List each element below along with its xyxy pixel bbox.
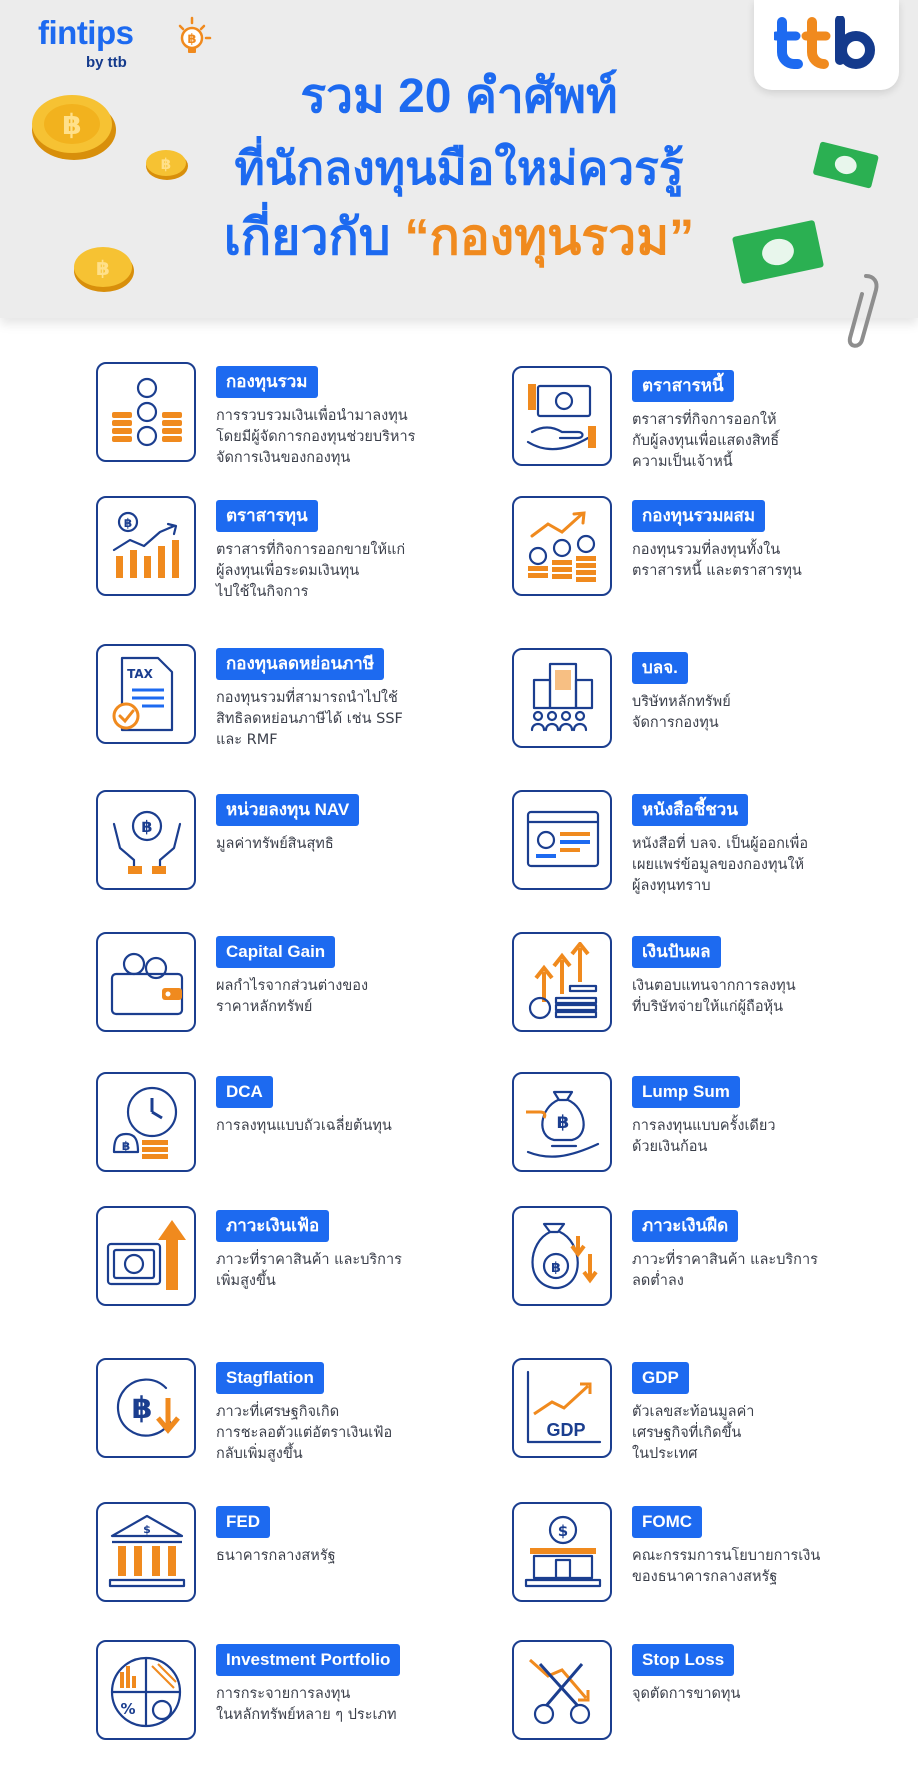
svg-text:฿: ฿ — [121, 1139, 131, 1153]
title-line-1: รวม 20 คำศัพท์ — [300, 70, 618, 123]
svg-text:฿: ฿ — [62, 108, 82, 141]
title-highlight: “กองทุนรวม” — [404, 209, 695, 265]
icon-frame — [512, 1358, 612, 1458]
money-bag-hand-icon — [522, 1082, 604, 1164]
icon-frame — [512, 932, 612, 1032]
term-label: ตราสารทุน — [216, 500, 318, 532]
term-item-mutual-fund — [96, 362, 496, 482]
svg-text:฿: ฿ — [96, 256, 110, 280]
term-description: กองทุนรวมที่ลงทุนทั้งใน ตราสารหนี้ และตราสารทุน — [632, 542, 802, 579]
term-item-lump-sum — [512, 1072, 912, 1192]
term-label: กองทุนรวมผสม — [632, 500, 765, 532]
dividend-arrows-icon — [522, 942, 604, 1024]
icon-frame — [96, 644, 196, 744]
svg-text:%: % — [120, 1700, 136, 1718]
icon-frame — [512, 648, 612, 748]
bank-building-icon — [106, 1512, 188, 1594]
icon-frame — [512, 366, 612, 466]
term-item-stop-loss — [512, 1640, 912, 1760]
term-label: หน่วยลงทุน NAV — [216, 794, 359, 826]
tax-document-icon — [106, 654, 188, 736]
term-item-inflation — [96, 1206, 496, 1326]
wallet-coins-icon — [106, 942, 188, 1024]
header — [0, 0, 918, 318]
term-label: เงินปันผล — [632, 936, 721, 968]
term-description: ธนาคารกลางสหรัฐ — [216, 1548, 336, 1564]
term-label: หนังสือชี้ชวน — [632, 794, 748, 826]
icon-frame — [96, 790, 196, 890]
growth-chart-icon — [106, 506, 188, 588]
svg-text:฿: ฿ — [141, 817, 153, 836]
term-item-deflation — [512, 1206, 912, 1326]
icon-frame — [512, 1072, 612, 1172]
term-description: ผลกำไรจากส่วนต่างของ ราคาหลักทรัพย์ — [216, 978, 369, 1015]
gdp-icon-text: GDP — [546, 1420, 586, 1440]
term-item-capital-gain — [96, 932, 496, 1052]
term-description: ภาวะที่ราคาสินค้า และบริการ ลดต่ำลง — [632, 1252, 818, 1289]
icon-frame — [96, 1206, 196, 1306]
icon-frame — [512, 496, 612, 596]
brand-name: fintips — [38, 14, 134, 51]
term-description: การรวบรวมเงินเพื่อนำมาลงทุน โดยมีผู้จัดการกองทุนช่วยบริหาร จัดการเงินของกองทุน — [216, 408, 416, 466]
bank-coin-icon — [522, 1512, 604, 1594]
term-description: ภาวะที่ราคาสินค้า และบริการ เพิ่มสูงขึ้น — [216, 1252, 402, 1289]
icon-frame — [96, 1072, 196, 1172]
title-line-3-prefix: เกี่ยวกับ — [223, 209, 405, 265]
term-label: FOMC — [632, 1506, 702, 1538]
icon-frame — [96, 1502, 196, 1602]
term-label: Lump Sum — [632, 1076, 740, 1108]
term-item-gdp — [512, 1358, 912, 1478]
term-description: ตราสารที่กิจการออกขายให้แก่ ผู้ลงทุนเพื่อระดมเงินทุน ไปใช้ในกิจการ — [216, 542, 406, 600]
prospectus-icon — [522, 800, 604, 882]
svg-text:฿: ฿ — [187, 32, 197, 47]
icon-frame — [96, 1640, 196, 1740]
icon-frame — [512, 1206, 612, 1306]
term-item-dca — [96, 1072, 496, 1192]
svg-text:฿: ฿ — [556, 1112, 570, 1133]
term-description: เงินตอบแทนจากการลงทุน ที่บริษัทจ่ายให้แก่ผู้ถือหุ้น — [632, 978, 796, 1015]
term-description: การลงทุนแบบครั้งเดียว ด้วยเงินก้อน — [632, 1118, 776, 1155]
title-line-3 — [0, 198, 918, 277]
term-label: GDP — [632, 1362, 689, 1394]
term-item-fomc — [512, 1502, 912, 1622]
icon-frame — [512, 1640, 612, 1740]
term-description: หนังสือที่ บลจ. เป็นผู้ออกเพื่อ เผยแพร่ข้อมูลของกองทุนให้ ผู้ลงทุนทราบ — [632, 836, 809, 894]
term-description: บริษัทหลักทรัพย์ จัดการกองทุน — [632, 694, 731, 731]
svg-text:฿: ฿ — [551, 1260, 561, 1276]
svg-text:฿: ฿ — [123, 516, 133, 530]
term-label: กองทุนลดหย่อนภาษี — [216, 648, 384, 680]
term-item-stagflation — [96, 1358, 496, 1478]
term-description: ตราสารที่กิจการออกให้ กับผู้ลงทุนเพื่อแสดงสิทธิ์ ความเป็นเจ้าหนี้ — [632, 412, 780, 470]
term-label: Investment Portfolio — [216, 1644, 400, 1676]
term-label: กองทุนรวม — [216, 366, 318, 398]
term-item-nav — [96, 790, 496, 910]
term-label: ตราสารหนี้ — [632, 370, 734, 402]
svg-text:฿: ฿ — [131, 1391, 153, 1426]
term-description: การลงทุนแบบถัวเฉลี่ยต้นทุน — [216, 1118, 392, 1134]
term-label: Stagflation — [216, 1362, 324, 1394]
hand-money-icon — [522, 376, 604, 458]
gdp-chart-icon — [522, 1368, 604, 1450]
title-line-2: ที่นักลงทุนมือใหม่ควรรู้ — [234, 142, 684, 194]
lightbulb-icon — [176, 16, 212, 58]
term-item-tax-fund — [96, 644, 496, 764]
icon-frame — [512, 790, 612, 890]
icon-frame — [96, 932, 196, 1032]
pie-portfolio-icon — [106, 1650, 188, 1732]
term-label: DCA — [216, 1076, 273, 1108]
inflation-arrow-icon — [106, 1216, 188, 1298]
svg-text:$: $ — [143, 1523, 151, 1536]
scissors-chart-icon — [522, 1650, 604, 1732]
term-item-debt-instrument — [512, 366, 912, 486]
term-description: ตัวเลขสะท้อนมูลค่า เศรษฐกิจที่เกิดขึ้น ในประเทศ — [632, 1404, 755, 1462]
term-item-equity — [96, 496, 496, 616]
icon-frame — [96, 1358, 196, 1458]
term-description: ภาวะที่เศรษฐกิจเกิด การชะลอตัวแต่อัตราเงินเฟ้อ กลับเพิ่มสูงขึ้น — [216, 1404, 393, 1462]
clock-coins-icon — [106, 1082, 188, 1164]
company-building-icon — [522, 658, 604, 740]
term-label: Capital Gain — [216, 936, 335, 968]
term-item-investment-portfolio — [96, 1640, 496, 1760]
term-item-mixed-fund — [512, 496, 912, 616]
term-item-asset-mgmt-company — [512, 648, 912, 768]
terms-grid — [0, 318, 918, 1782]
term-description: คณะกรรมการนโยบายการเงิน ของธนาคารกลางสหรัฐ — [632, 1548, 821, 1585]
term-label: ภาวะเงินเฟ้อ — [216, 1210, 329, 1242]
term-label: บลจ. — [632, 652, 688, 684]
svg-text:$: $ — [557, 1522, 569, 1540]
term-item-dividend — [512, 932, 912, 1052]
icon-frame — [96, 362, 196, 462]
term-description: มูลค่าทรัพย์สินสุทธิ — [216, 836, 334, 852]
term-label: Stop Loss — [632, 1644, 734, 1676]
icon-frame — [512, 1502, 612, 1602]
svg-text:TAX: TAX — [127, 667, 153, 681]
people-coins-icon — [106, 372, 188, 454]
term-description: จุดตัดการขาดทุน — [632, 1686, 741, 1702]
term-item-fed — [96, 1502, 496, 1622]
coins-trend-icon — [522, 506, 604, 588]
term-label: ภาวะเงินฝืด — [632, 1210, 738, 1242]
brand-by: by ttb — [86, 54, 127, 71]
term-item-prospectus — [512, 790, 912, 910]
svg-text:฿: ฿ — [160, 155, 172, 173]
term-description: การกระจายการลงทุน ในหลักทรัพย์หลาย ๆ ประเภท — [216, 1686, 397, 1723]
deflation-bag-icon — [522, 1216, 604, 1298]
hands-coin-icon — [106, 800, 188, 882]
term-description: กองทุนรวมที่สามารถนำไปใช้ สิทธิลดหย่อนภาษีได้ เช่น SSF และ RMF — [216, 690, 403, 748]
baht-down-icon — [106, 1368, 188, 1450]
term-label: FED — [216, 1506, 270, 1538]
icon-frame — [96, 496, 196, 596]
